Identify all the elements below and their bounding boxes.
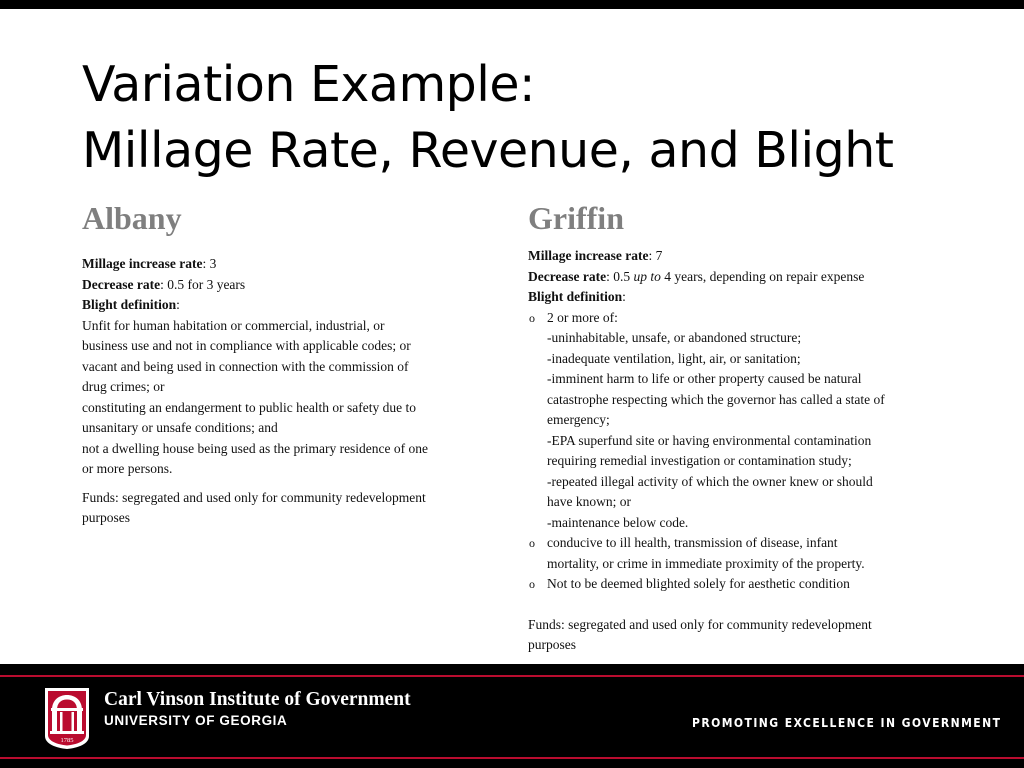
griffin-bullet-line: o 2 or more of: [547,309,618,325]
albany-definition-line: not a dwelling house being used as the primary residence of one [82,440,429,456]
albany-blight-colon: : [176,297,180,312]
albany-funds-line: Funds: segregated and used only for community redevelopment [82,489,426,505]
griffin-bullet-line: -repeated illegal activity of which the owner knew or should [547,473,873,489]
footer-tagline: PROMOTING EXCELLENCE IN GOVERNMENT [692,716,1002,730]
griffin-bullet-3 [528,574,948,595]
griffin-bullet-line: requiring remedial investigation or contamination study; [547,453,852,468]
griffin-bullet-2 [528,533,948,574]
logo-year: 1785 [60,737,74,744]
albany-definition-line: drug crimes; or [82,379,165,394]
griffin-funds-line: purposes [528,637,576,652]
albany-definition-line: Unfit for human habitation or commercial, industrial, or [82,317,385,333]
griffin-millage [528,246,948,267]
griffin-millage-label: Millage increase rate [528,248,649,263]
griffin-bullet-line: -imminent harm to life or other property caused be natural [547,371,862,386]
top-bar [0,0,1024,9]
footer-band [0,664,1024,768]
org-block [104,688,411,730]
albany-definition-line: or more persons. [82,461,173,476]
albany-definition-line: business use and not in compliance with applicable codes; or [82,338,411,353]
albany-definition-line: unsanitary or unsafe conditions; and [82,420,278,435]
title-line-1: Variation Example: [82,56,536,113]
griffin-bullet-1 [528,308,948,534]
griffin-bullet-line: have known; or [547,494,631,509]
griffin-bullet-line: mortality, or crime in immediate proximity of the property. [547,555,865,571]
griffin-bullet-line: o Not to be deemed blighted solely for aesthetic condition [547,576,850,591]
griffin-bullet-line: -inadequate ventilation, light, air, or sanitation; [547,350,801,366]
albany-decrease-label: Decrease rate [82,276,161,292]
griffin-bullet-line: emergency; [547,412,610,427]
griffin-decrease-italic: up to [633,268,661,284]
albany-funds-line: purposes [82,510,130,525]
griffin-decrease-label: Decrease rate [528,268,607,284]
griffin-bullet-line: catastrophe respecting which the governor has called a state of [547,391,885,407]
griffin-blight [528,287,948,308]
albany-decrease [82,275,492,296]
albany-decrease-value: : 0.5 for 3 years [160,276,246,292]
griffin-bullet-line: -maintenance below code. [547,514,689,530]
griffin-decrease-pre: : 0.5 [606,268,634,284]
albany-millage [82,254,492,275]
albany-millage-value: : 3 [202,256,217,271]
griffin-blight-list [528,308,948,595]
slide-title [82,52,894,184]
griffin-decrease-post: 4 years, depending on repair expense [660,268,865,284]
albany-definition-line: vacant and being used in connection with the commission of [82,358,409,374]
university-name: UNIVERSITY OF GEORGIA [104,713,288,728]
arch-icon [42,686,92,750]
griffin-heading: Griffin [528,200,624,236]
title-line-2: Millage Rate, Revenue, and Blight [82,122,894,179]
albany-millage-label: Millage increase rate [82,256,203,271]
albany-blight [82,295,492,316]
footer-rule-bottom [0,757,1024,759]
albany-heading: Albany [82,200,182,236]
albany-column [82,198,492,529]
griffin-bullet-line: o conducive to ill health, transmission of disease, infant [547,535,838,550]
footer-rule-top [0,675,1024,677]
griffin-blight-label: Blight definition [528,289,623,304]
griffin-column [528,198,948,656]
albany-definition-line: constituting an endangerment to public health or safety due to [82,399,417,415]
griffin-funds-line: Funds: segregated and used only for community redevelopment [528,616,872,632]
albany-blight-label: Blight definition [82,297,177,312]
griffin-bullet-line: -EPA superfund site or having environmental contamination [547,432,872,448]
griffin-bullet-line: -uninhabitable, unsafe, or abandoned structure; [547,330,802,345]
griffin-millage-value: : 7 [648,248,663,263]
griffin-blight-colon: : [622,289,626,304]
org-name: Carl Vinson Institute of Government [104,689,411,710]
griffin-decrease [528,267,948,288]
